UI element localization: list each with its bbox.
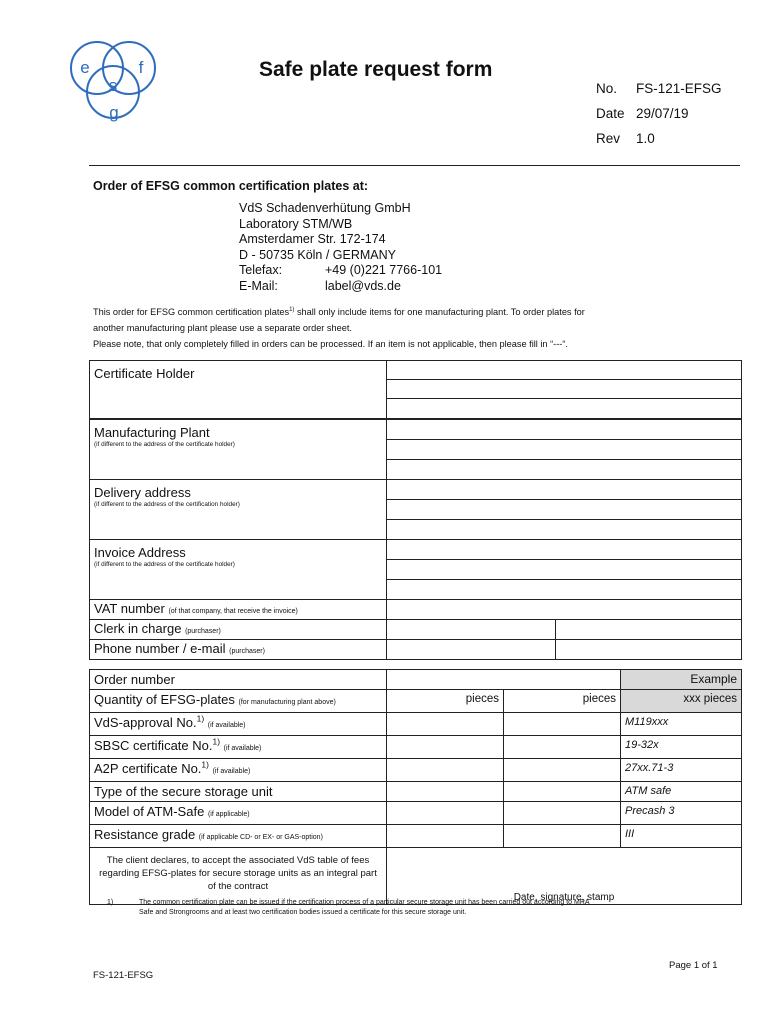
a2p-certificate-label [90,759,387,782]
footnote-ref: 1) [201,759,209,770]
row-sub: (if applicable CD- or EX- or GAS-option) [198,834,323,841]
atm-safe-model-label [90,802,387,825]
form-title: Safe plate request form [259,58,493,81]
vat-number-field[interactable] [387,600,742,620]
example-quantity: xxx pieces [621,690,742,713]
manufacturing-plant-field-3[interactable] [387,460,742,480]
resistance-grade-field-2[interactable] [504,825,621,848]
clerk-field-1[interactable] [387,620,556,640]
email-line [239,279,442,295]
footnote-line-2: Safe and Strongrooms and at least two certification bodies issued a certificate for this secure storage unit. [139,909,467,916]
logo-letter-e: e [80,58,90,77]
signature-label: Date, signature, stamp [513,892,615,903]
invoice-address-field-3[interactable] [387,580,742,600]
intro-text [93,304,743,352]
footnote-line-1: The common certification plate can be issued if the certification process of a particular secure storage unit has been carried out according to MRA [139,899,590,906]
row-label: SBSC certificate No. [94,738,213,753]
quantity-field-2[interactable] [504,690,621,713]
vds-address [239,201,442,294]
email-label: E-Mail: [239,278,278,293]
order-table [89,669,742,905]
example-resistance-grade: III [621,825,742,848]
telefax-number: +49 (0)221 7766-101 [325,263,443,277]
certificate-holder-field-2[interactable] [387,380,742,399]
footnote [107,898,590,918]
storage-unit-type-field-1[interactable] [387,782,504,802]
invoice-address-field-2[interactable] [387,560,742,580]
meta-label: No. [596,81,618,96]
logo-letter-g: g [109,103,119,122]
row-label: Quantity of EFSG-plates [94,692,235,707]
efsg-logo [57,30,169,130]
certificate-holder-field-1[interactable] [387,361,742,380]
footnote-ref: 1) [212,736,221,747]
quantity-label [90,690,387,713]
party-label: Delivery address [94,485,191,500]
row-sub: (for manufacturing plant above) [238,699,336,706]
meta-date [596,101,722,126]
footnote-number: 1) [107,899,114,906]
row-sub: (purchaser) [229,648,265,655]
delivery-address-field-2[interactable] [387,500,742,520]
manufacturing-plant-field-2[interactable] [387,440,742,460]
party-label: Invoice Address [94,545,186,560]
address-line: Laboratory STM/WB [239,216,353,231]
meta-value: 1.0 [636,131,655,146]
meta-number [596,76,722,101]
row-sub: (if available) [212,768,251,775]
document-meta [596,76,722,151]
example-storage-unit-type: ATM safe [621,782,742,802]
footnote-ref: 1) [289,306,295,313]
vds-approval-field-1[interactable] [387,713,504,736]
row-label: A2P certificate No. [94,761,202,776]
vat-number-label [90,600,387,620]
delivery-address-field-1[interactable] [387,480,742,500]
invoice-address-label [90,540,387,600]
party-label: Manufacturing Plant [94,425,210,440]
row-sub: (purchaser) [185,628,221,635]
storage-unit-type-label [90,782,387,802]
order-heading: Order of EFSG common certification plates at: [93,179,369,193]
phone-field[interactable] [387,640,556,660]
logo-letter-f: f [138,58,144,77]
party-sub: (if different to the address of the certification holder) [94,501,240,508]
telefax-line [239,263,442,279]
row-label: Model of ATM-Safe [94,804,205,819]
row-label: VdS-approval No. [94,715,197,730]
telefax-label: Telefax: [239,263,283,277]
meta-value: 29/07/19 [636,106,689,121]
meta-label: Rev [596,131,621,146]
delivery-address-field-3[interactable] [387,520,742,540]
sbsc-certificate-field-2[interactable] [504,736,621,759]
a2p-certificate-field-1[interactable] [387,759,504,782]
storage-unit-type-field-2[interactable] [504,782,621,802]
phone-email-label [90,640,387,660]
intro-text-a: This order for EFSG common certification plates [93,307,290,317]
row-sub: (if available) [223,745,262,752]
manufacturing-plant-label [90,420,387,480]
row-sub: (of that company, that receive the invoice) [168,608,298,615]
meta-label: Date [596,106,625,121]
atm-safe-model-field-2[interactable] [504,802,621,825]
clerk-field-2[interactable] [556,620,742,640]
header-divider [89,165,740,166]
sbsc-certificate-label [90,736,387,759]
invoice-address-field-1[interactable] [387,540,742,560]
certificate-holder-label [90,361,387,419]
row-sub: (if available) [207,722,246,729]
quantity-field-1[interactable] [387,690,504,713]
vds-approval-field-2[interactable] [504,713,621,736]
order-number-field[interactable] [387,670,621,690]
pieces-unit: pieces [465,693,499,705]
intro-line-1 [93,304,743,320]
certificate-holder-field-3[interactable] [387,399,742,419]
footnote-ref: 1) [196,713,205,724]
sbsc-certificate-field-1[interactable] [387,736,504,759]
example-header: Example [621,670,742,690]
intro-line-3: Please note, that only completely filled in orders can be processed. If an item is not applicable, then please fill in “---“. [93,339,568,349]
example-a2p-certificate: 27xx.71-3 [621,759,742,782]
atm-safe-model-field-1[interactable] [387,802,504,825]
row-sub: (if applicable) [207,811,250,818]
vds-approval-label [90,713,387,736]
address-line: VdS Schadenverhütung GmbH [239,201,411,215]
clerk-label [90,620,387,640]
client-declaration: The client declares, to accept the associated VdS table of fees regarding EFSG-plates for secure storage units as an integral part of the contract [90,848,387,905]
intro-line-2: another manufacturing plant please use a separate order sheet. [93,323,352,333]
a2p-certificate-field-2[interactable] [504,759,621,782]
example-vds-approval: M119xxx [621,713,742,736]
footer-doc-id: FS-121-EFSG [93,970,154,981]
row-label: Type of the secure storage unit [94,784,273,799]
row-label: VAT number [94,601,165,616]
address-table [89,360,742,660]
email-address[interactable]: label@vds.de [325,278,401,293]
logo-letter-s: s [108,76,118,95]
manufacturing-plant-field-1[interactable] [387,420,742,440]
example-sbsc-certificate: 19-32x [621,736,742,759]
pieces-unit: pieces [582,693,616,705]
row-label: Phone number / e-mail [94,641,226,656]
party-sub: (if different to the address of the certificate holder) [94,441,235,448]
intro-text-b: shall only include items for one manufacturing plant. To order plates for [294,307,585,317]
meta-revision [596,126,722,151]
delivery-address-label [90,480,387,540]
order-number-label: Order number [90,670,387,690]
row-label: Resistance grade [94,827,196,842]
resistance-grade-field-1[interactable] [387,825,504,848]
address-line: Amsterdamer Str. 172-174 [239,232,386,246]
email-field[interactable] [556,640,742,660]
party-sub: (if different to the address of the certificate holder) [94,561,235,568]
row-label: Clerk in charge [94,621,182,636]
resistance-grade-label [90,825,387,848]
example-atm-safe-model: Precash 3 [621,802,742,825]
address-line: D - 50735 Köln / GERMANY [239,247,397,262]
party-label: Certificate Holder [94,366,195,381]
signature-field[interactable] [387,848,742,905]
page-number: Page 1 of 1 [669,960,718,971]
meta-value: FS-121-EFSG [636,81,722,96]
